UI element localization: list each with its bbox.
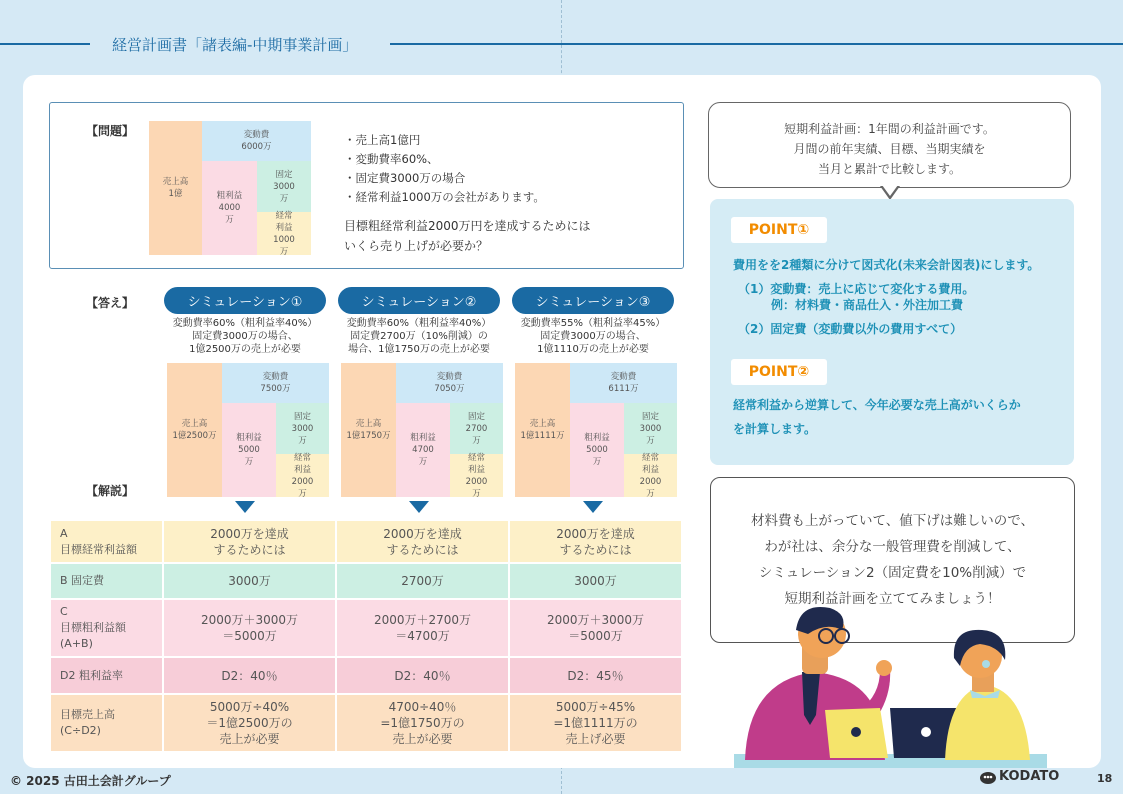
table-cell: 5000万÷45% =1億1111万の 売上げ必要 — [509, 694, 682, 752]
table-cell: 2000万を達成 するためには — [163, 520, 336, 563]
table-cell: 2000万＋3000万 ＝5000万 — [509, 599, 682, 657]
down-arrow-icon — [235, 501, 255, 513]
description-line: 変動費率55%（粗利益率45%） — [520, 318, 666, 329]
header-rule-right — [390, 43, 1123, 45]
plan-line: わが社は、余分な一般管理費を削減して、 — [764, 539, 1021, 555]
table-cell: D2：45％ — [509, 657, 682, 694]
fixed-cost-block: 固定 3000 万 — [276, 403, 329, 454]
simulation-description — [160, 317, 330, 356]
table-row — [50, 657, 682, 694]
table-cell: 2000万＋2700万 ＝4700万 — [336, 599, 509, 657]
laptop-logo-icon — [851, 727, 861, 737]
operating-profit-block: 経常 利益 2000 万 — [450, 454, 503, 497]
kodato-logo — [980, 769, 1059, 784]
row-header: 目標売上高 (C÷D2) — [50, 694, 163, 752]
down-arrow-icon — [409, 501, 429, 513]
description-line: 固定費3000万の場合、 — [192, 331, 298, 342]
business-people-illustration — [730, 600, 1060, 770]
table-cell: 5000万÷40% ＝1億2500万の 売上が必要 — [163, 694, 336, 752]
operating-profit-block: 経常 利益 1000 万 — [257, 212, 311, 255]
table-cell: 2000万＋3000万 ＝5000万 — [163, 599, 336, 657]
point1-sub1: （1）変動費：売上に応じて変化する費用。 — [738, 282, 975, 296]
table-cell: 3000万 — [163, 563, 336, 599]
table-cell: D2：40％ — [163, 657, 336, 694]
copyright: © 2025 古田土会計グループ — [10, 774, 171, 788]
page-number: 18 — [1097, 772, 1113, 785]
sales-block: 売上高 1億2500万 — [167, 363, 222, 497]
point1-badge: POINT① — [731, 217, 827, 243]
table-cell: 2000万を達成 するためには — [336, 520, 509, 563]
down-arrow-icon — [583, 501, 603, 513]
bullet: ・売上高1億円 — [344, 133, 421, 147]
variable-cost-block: 変動費 7050万 — [396, 363, 503, 403]
bullet: ・固定費3000万の場合 — [344, 171, 466, 185]
question-line: 目標粗経常利益2000万円を達成するためには — [344, 219, 591, 233]
row-header: B 固定費 — [50, 563, 163, 599]
row-header: A 目標経常利益額 — [50, 520, 163, 563]
simulation-title: シミュレーション② — [338, 287, 500, 314]
table-row — [50, 520, 682, 563]
description-line: 変動費率60%（粗利益率40%） — [172, 318, 318, 329]
laptop-logo-icon — [921, 727, 931, 737]
simulation-title: シミュレーション① — [164, 287, 326, 314]
explanation-table — [49, 519, 683, 753]
problem-question — [344, 216, 591, 256]
operating-profit-block: 経常 利益 2000 万 — [624, 454, 677, 497]
bubble-line: 短期利益計画：1年間の利益計画です。 — [784, 122, 995, 136]
row-header: D2 粗利益率 — [50, 657, 163, 694]
fixed-cost-block: 固定 3000 万 — [257, 161, 311, 212]
point2-text-cont: を計算します。 — [733, 422, 817, 436]
fixed-cost-block: 固定 2700 万 — [450, 403, 503, 454]
table-row — [50, 599, 682, 657]
header-rule-left — [0, 43, 90, 45]
simulation-title: シミュレーション③ — [512, 287, 674, 314]
plan-line: 短期利益計画を立ててみましょう！ — [784, 591, 1001, 607]
plan-line: 材料費も上がっていて、値下げは難しいので、 — [751, 513, 1034, 529]
table-cell: 3000万 — [509, 563, 682, 599]
page-title: 経営計画書「諸表編-中期事業計画」 — [112, 36, 358, 54]
gross-profit-block: 粗利益 5000 万 — [570, 403, 624, 497]
sales-block: 売上高 1億1750万 — [341, 363, 396, 497]
sales-block: 売上高 1億 — [149, 121, 202, 255]
table-row — [50, 563, 682, 599]
man-hand — [876, 660, 892, 676]
description-line: 固定費3000万の場合、 — [540, 331, 646, 342]
gross-profit-block: 粗利益 5000 万 — [222, 403, 276, 497]
point1-example: 例：材料費・商品仕入・外注加工費 — [771, 298, 964, 312]
row-header: C 目標粗利益額 (A+B) — [50, 599, 163, 657]
bubble-line: 当月と累計で比較します。 — [817, 162, 962, 176]
table-cell: 4700÷40％ =1億1750万の 売上が必要 — [336, 694, 509, 752]
variable-cost-block: 変動費 6111万 — [570, 363, 677, 403]
speech-bubble — [708, 102, 1071, 188]
description-line: 場合、1億1750万の売上が必要 — [348, 344, 490, 355]
plan-line: シミュレーション2（固定費を10%削減）で — [758, 565, 1027, 581]
table-row — [50, 694, 682, 752]
variable-cost-block: 変動費 7500万 — [222, 363, 329, 403]
bubble-tail-inner — [882, 185, 898, 196]
gross-profit-block: 粗利益 4000 万 — [202, 161, 257, 255]
bullet: ・変動費率60%、 — [344, 152, 439, 166]
problem-label: 【問題】 — [86, 124, 135, 138]
description-line: 1億1110万の売上が必要 — [537, 344, 649, 355]
description-line: 1億2500万の売上が必要 — [189, 344, 301, 355]
description-line: 固定費2700万（10%削減）の — [350, 331, 488, 342]
cloud-icon — [980, 770, 996, 784]
question-line: いくら売り上げが必要か？ — [344, 239, 489, 253]
bullet: ・経常利益1000万の会社があります。 — [344, 190, 545, 204]
point2-badge: POINT② — [731, 359, 827, 385]
earring-icon — [982, 660, 990, 668]
table-cell: 2000万を達成 するためには — [509, 520, 682, 563]
logo-text: KODATO — [999, 769, 1060, 784]
point2-text: 経常利益から逆算して、今年必要な売上高がいくらか — [733, 398, 1021, 412]
sales-block: 売上高 1億1111万 — [515, 363, 570, 497]
fixed-cost-block: 固定 3000 万 — [624, 403, 677, 454]
variable-cost-block: 変動費 6000万 — [202, 121, 311, 161]
simulation-description — [508, 317, 678, 356]
bubble-line: 月間の前年実績、目標、当期実績を — [793, 142, 986, 156]
description-line: 変動費率60%（粗利益率40%） — [346, 318, 492, 329]
explanation-label: 【解説】 — [86, 484, 135, 498]
table-cell: D2：40％ — [336, 657, 509, 694]
point1-text: 費用をを2種類に分けて図式化(未来会計図表)にします。 — [733, 258, 1040, 272]
operating-profit-block: 経常 利益 2000 万 — [276, 454, 329, 497]
gross-profit-block: 粗利益 4700 万 — [396, 403, 450, 497]
problem-bullets — [344, 131, 545, 207]
table-cell: 2700万 — [336, 563, 509, 599]
point1-sub2: （2）固定費（変動費以外の費用すべて） — [738, 322, 963, 336]
answer-label: 【答え】 — [86, 296, 135, 310]
simulation-description — [334, 317, 504, 356]
